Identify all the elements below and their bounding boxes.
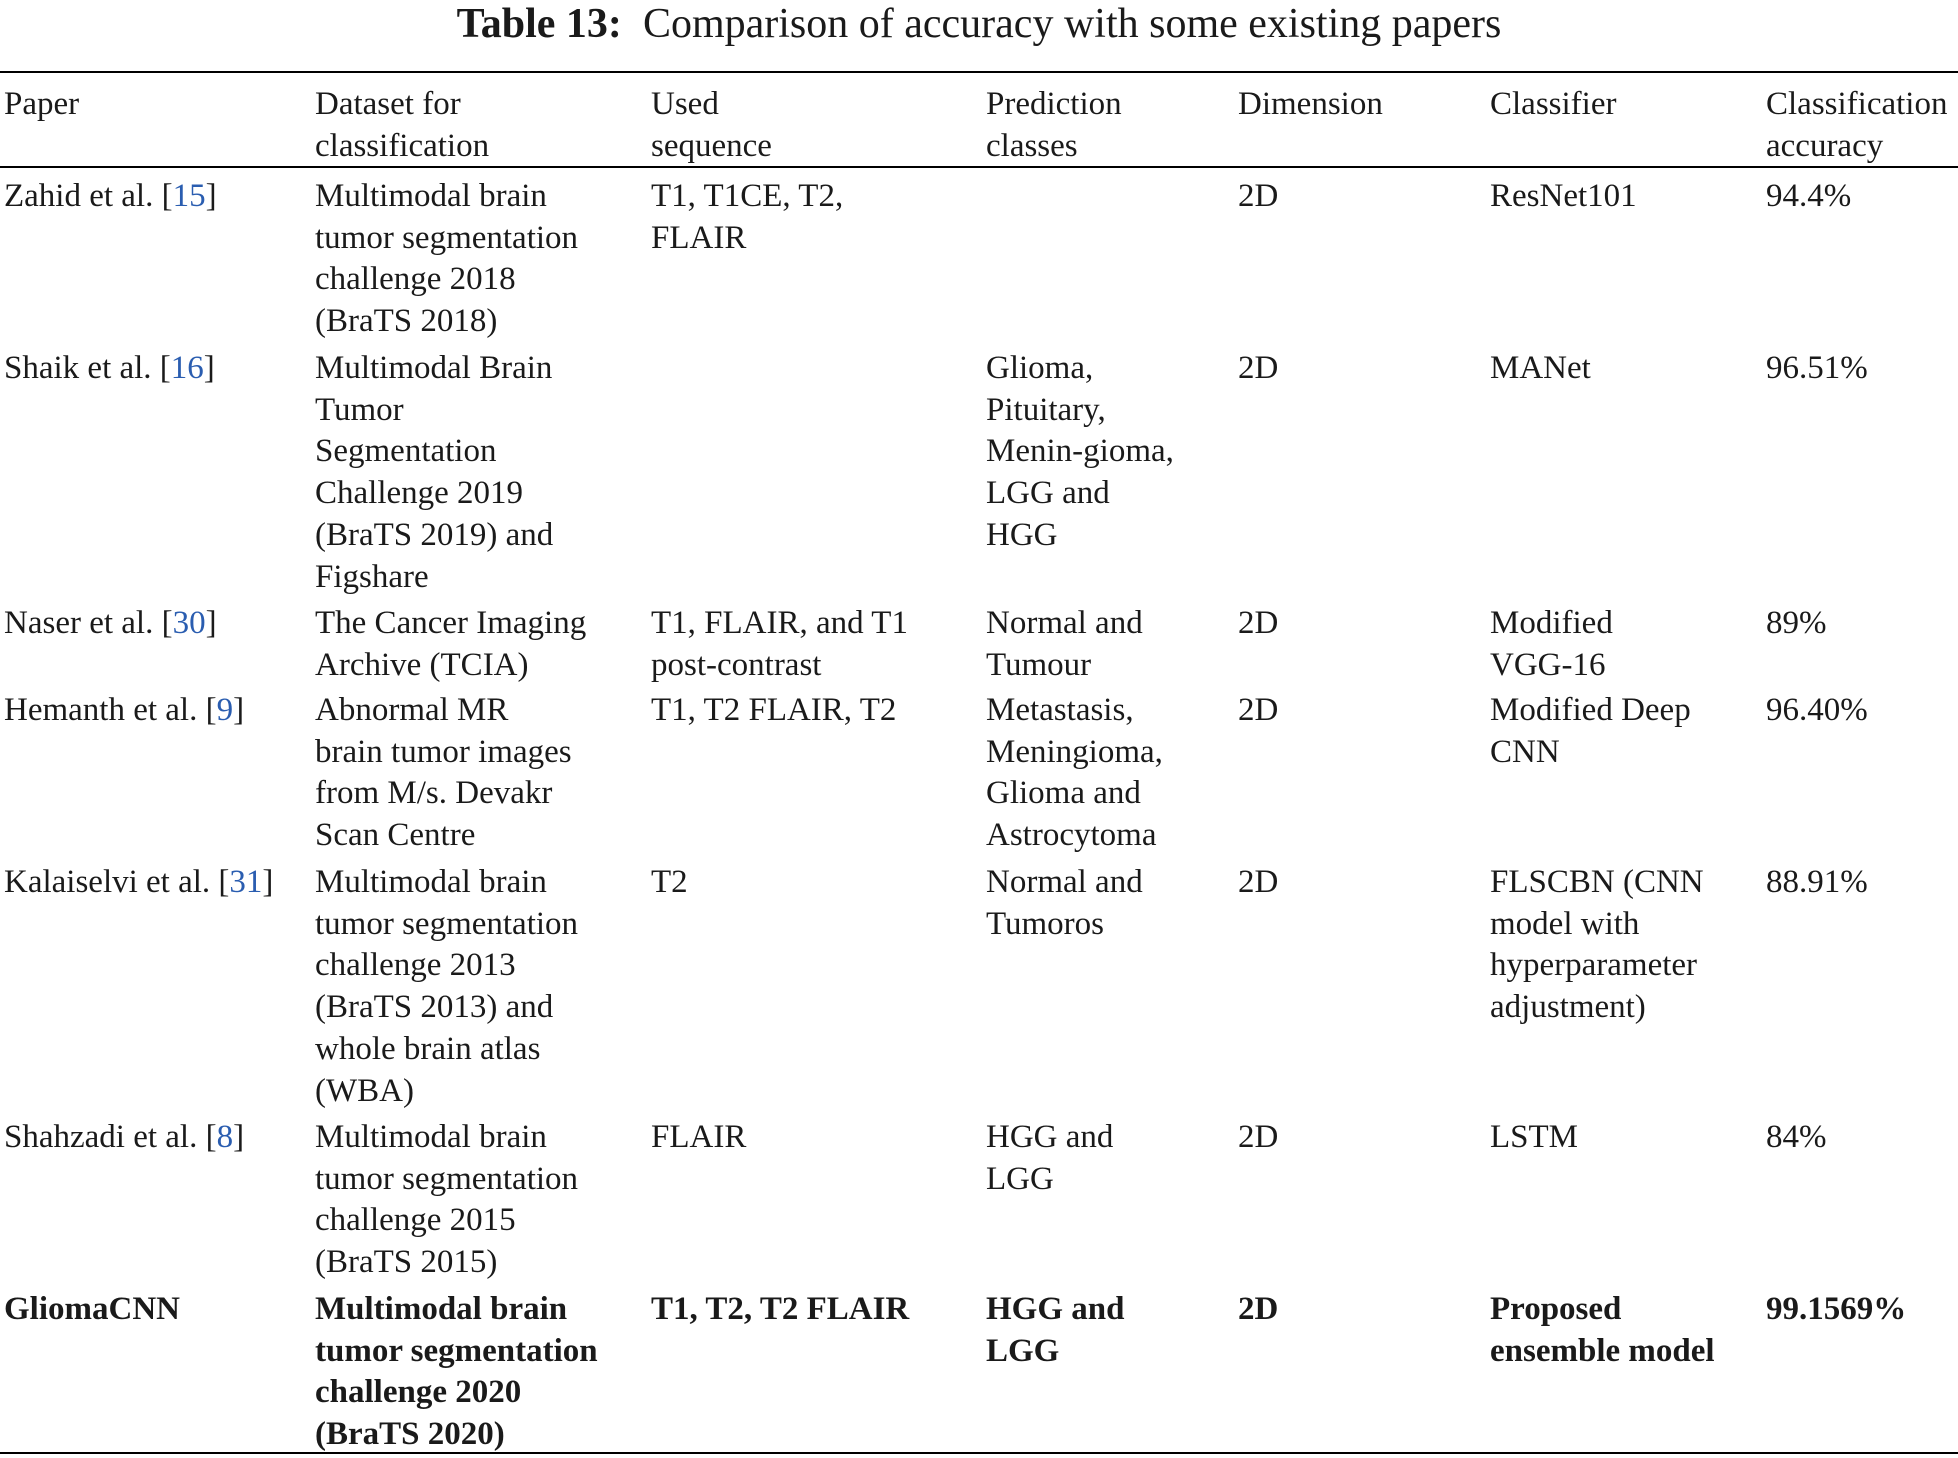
cell-paper: Zahid et al. [15]: [4, 178, 217, 214]
cell-dataset: Multimodal brain tumor segmentation challenge 2018 (BraTS 2018): [315, 178, 579, 340]
citation-link[interactable]: 16: [170, 350, 204, 386]
cell-sequence: T2: [651, 864, 688, 900]
table-caption: [0, 0, 1958, 48]
cell-classifier: ResNet101: [1490, 178, 1637, 214]
cell-classifier: Modified Deep CNN: [1490, 692, 1691, 770]
cell-dimension: 2D: [1238, 605, 1279, 641]
citation-link[interactable]: 9: [216, 692, 234, 728]
caption-text: Comparison of accuracy with some existing papers: [642, 1, 1502, 47]
bottom-rule: [0, 1452, 1958, 1454]
cell-dataset: Multimodal brain tumor segmentation challenge 2020 (BraTS 2020): [315, 1291, 598, 1453]
cell-sequence: T1, T2, T2 FLAIR: [651, 1291, 910, 1327]
citation-link[interactable]: 8: [216, 1119, 234, 1155]
cell-dataset: The Cancer Imaging Archive (TCIA): [315, 605, 587, 683]
cell-classes: Normal and Tumoros: [986, 864, 1143, 942]
header-sequence: Used sequence: [651, 86, 772, 164]
cell-sequence: T1, FLAIR, and T1 post-contrast: [651, 605, 908, 683]
cell-classes: Normal and Tumour: [986, 605, 1143, 683]
cell-paper: GliomaCNN: [4, 1291, 180, 1327]
header-classifier: Classifier: [1490, 86, 1617, 122]
cell-sequence: T1, T2 FLAIR, T2: [651, 692, 897, 728]
cell-sequence: T1, T1CE, T2, FLAIR: [651, 178, 844, 256]
cell-accuracy: 96.51%: [1766, 350, 1868, 386]
cell-dataset: Multimodal brain tumor segmentation challenge 2015 (BraTS 2015): [315, 1119, 579, 1281]
cell-accuracy: 96.40%: [1766, 692, 1868, 728]
cell-classes: HGG and LGG: [986, 1119, 1114, 1197]
cell-dimension: 2D: [1238, 1119, 1279, 1155]
header-rule: [0, 166, 1958, 168]
header-accuracy: Classification accuracy: [1766, 86, 1948, 164]
citation-link[interactable]: 15: [172, 178, 206, 214]
cell-accuracy: 99.1569%: [1766, 1291, 1907, 1327]
cell-classifier: MANet: [1490, 350, 1591, 386]
cell-paper: Shaik et al. [16]: [4, 350, 215, 386]
cell-sequence: FLAIR: [651, 1119, 747, 1155]
header-paper: Paper: [4, 86, 80, 122]
cell-dataset: Multimodal brain tumor segmentation challenge 2013 (BraTS 2013) and whole brain atlas (WBA): [315, 864, 579, 1109]
cell-paper: Naser et al. [30]: [4, 605, 217, 641]
cell-dataset: Multimodal Brain Tumor Segmentation Challenge 2019 (BraTS 2019) and Figshare: [315, 350, 554, 595]
cell-classes: HGG and LGG: [986, 1291, 1125, 1369]
cell-dataset: Abnormal MR brain tumor images from M/s. Devakr Scan Centre: [315, 692, 572, 854]
header-dataset: Dataset for classification: [315, 86, 490, 164]
cell-paper: Hemanth et al. [9]: [4, 692, 245, 728]
cell-classifier: Proposed ensemble model: [1490, 1291, 1715, 1369]
citation-link[interactable]: 30: [172, 605, 206, 641]
cell-dimension: 2D: [1238, 178, 1279, 214]
cell-accuracy: 94.4%: [1766, 178, 1852, 214]
cell-dimension: 2D: [1238, 864, 1279, 900]
cell-classes: Glioma, Pituitary, Menin-gioma, LGG and HGG: [986, 350, 1174, 553]
cell-accuracy: 89%: [1766, 605, 1827, 641]
cell-paper: Kalaiselvi et al. [31]: [4, 864, 274, 900]
cell-accuracy: 88.91%: [1766, 864, 1868, 900]
cell-dimension: 2D: [1238, 350, 1279, 386]
cell-classifier: Modified VGG-16: [1490, 605, 1613, 683]
header-dimension: Dimension: [1238, 86, 1383, 122]
cell-classifier: LSTM: [1490, 1119, 1579, 1155]
cell-dimension: 2D: [1238, 692, 1279, 728]
citation-link[interactable]: 31: [229, 864, 263, 900]
header-classes: Prediction classes: [986, 86, 1122, 164]
cell-classes: Metastasis, Meningioma, Glioma and Astrocytoma: [986, 692, 1163, 854]
cell-classifier: FLSCBN (CNN model with hyperparameter adjustment): [1490, 864, 1704, 1026]
cell-dimension: 2D: [1238, 1291, 1279, 1327]
cell-accuracy: 84%: [1766, 1119, 1827, 1155]
cell-paper: Shahzadi et al. [8]: [4, 1119, 245, 1155]
caption-label: Table 13:: [456, 1, 622, 47]
top-rule: [0, 71, 1958, 73]
